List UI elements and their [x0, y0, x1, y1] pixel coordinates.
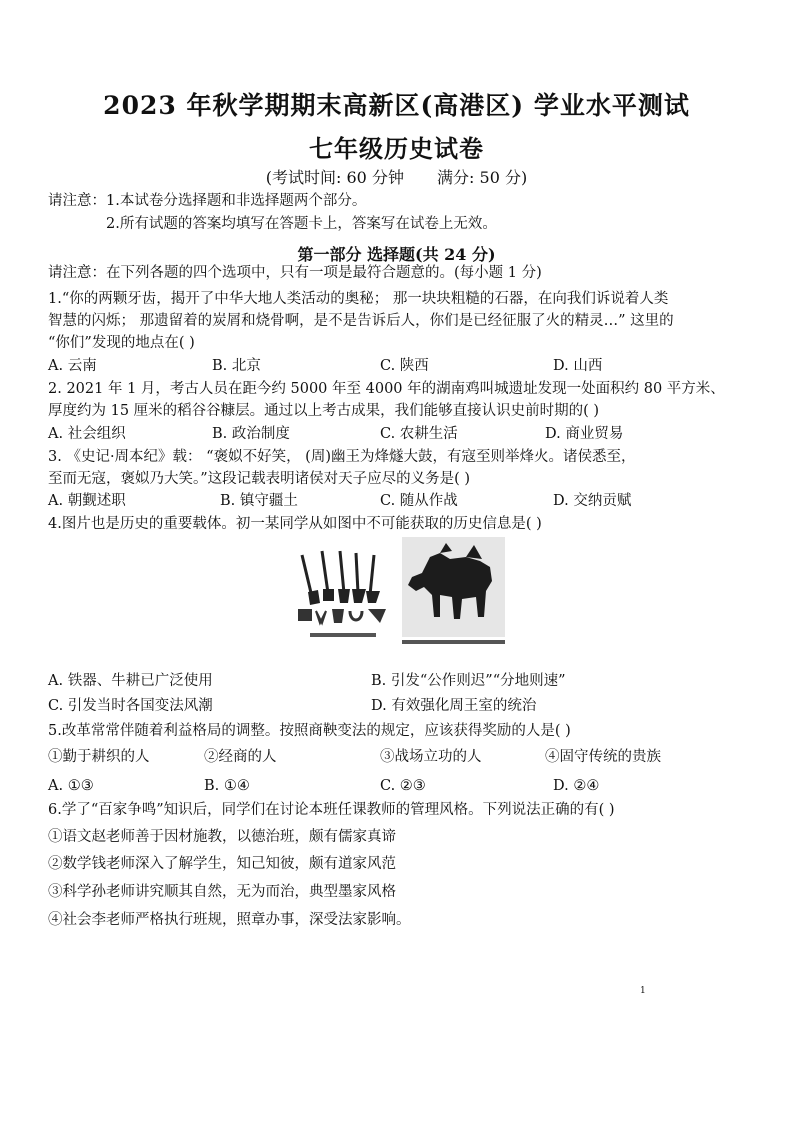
bronze-ox-image	[402, 537, 505, 644]
exam-time: (考试时间: 60 分钟	[265, 168, 404, 187]
q5-line-1: 5.改革常常伴随着利益格局的调整。按照商鞅变法的规定，应该获得奖励的人是( )	[48, 723, 571, 739]
section-title: 第一部分 选择题(共 24 分)	[297, 245, 496, 264]
exam-subtitle: 七年级历史试卷	[309, 134, 484, 163]
q4-figure	[290, 537, 505, 649]
q1-option-d[interactable]: D. 山西	[553, 358, 603, 374]
notice-line-1: 请注意：1.本试卷分选择题和非选择题两个部分。	[48, 193, 367, 209]
full-score: 满分: 50 分)	[437, 168, 528, 187]
q2-option-d[interactable]: D. 商业贸易	[545, 426, 624, 442]
q1-line-3: “你们”发现的地点在( )	[48, 335, 195, 351]
section-instruction: 请注意：在下列各题的四个选项中，只有一项是最符合题意的。(每小题 1 分)	[48, 265, 542, 281]
q5-option-b[interactable]: B. ①④	[204, 778, 250, 794]
q5-item-4: ④固守传统的贵族	[545, 749, 661, 765]
q4-option-a[interactable]: A. 铁器、牛耕已广泛使用	[48, 673, 213, 689]
q1-line-1: 1.“你的两颗牙齿，揭开了中华大地人类活动的奥秘； 那一块块粗糙的石器，在向我们诉说着人类	[48, 291, 669, 307]
q5-option-c[interactable]: C. ②③	[380, 778, 426, 794]
page-number: 1	[640, 986, 646, 996]
q6-line-2: ①语文赵老师善于因材施教，以德治班，颇有儒家真谛	[48, 829, 396, 845]
q3-option-c[interactable]: C. 随从作战	[380, 493, 458, 509]
q4-option-c[interactable]: C. 引发当时各国变法风潮	[48, 698, 213, 714]
q4-option-d[interactable]: D. 有效强化周王室的统治	[371, 698, 537, 714]
q1-option-a[interactable]: A. 云南	[48, 358, 97, 374]
q3-line-1: 3. 《史记·周本纪》载： “褒姒不好笑， (周)幽王为烽燧大鼓，有寇至则举烽火。诸侯悉至，	[48, 449, 636, 465]
q4-figure-svg	[290, 537, 505, 649]
q2-line-1: 2. 2021 年 1 月，考古人员在距今约 5000 年至 4000 年的湖南鸡叫城遗址发现一处面积约 80 平方米、	[48, 381, 725, 397]
q1-option-b[interactable]: B. 北京	[212, 358, 261, 374]
q4-line-1: 4.图片也是历史的重要载体。初一某同学从如图中不可能获取的历史信息是( )	[48, 516, 542, 532]
q6-line-4: ③科学孙老师讲究顺其自然，无为而治，典型墨家风格	[48, 884, 396, 900]
exam-title: 2023 年秋学期期末高新区(高港区) 学业水平测试	[103, 91, 690, 120]
q5-item-2: ②经商的人	[204, 749, 277, 765]
q4-option-b[interactable]: B. 引发“公作则迟”“分地则速”	[371, 673, 566, 689]
q5-option-d[interactable]: D. ②④	[553, 778, 600, 794]
q6-line-5: ④社会李老师严格执行班规，照章办事，深受法家影响。	[48, 912, 411, 928]
q3-option-b[interactable]: B. 镇守疆土	[220, 493, 298, 509]
q5-option-a[interactable]: A. ①③	[48, 778, 94, 794]
q5-item-1: ①勤于耕织的人	[48, 749, 150, 765]
q2-line-2: 厚度约为 15 厘米的稻谷谷糠层。通过以上考古成果，我们能够直接认识史前时期的( )	[48, 403, 600, 419]
q3-option-d[interactable]: D. 交纳贡赋	[553, 493, 632, 509]
q1-option-c[interactable]: C. 陕西	[380, 358, 429, 374]
q3-option-a[interactable]: A. 朝觐述职	[48, 493, 126, 509]
q6-line-1: 6.学了“百家争鸣”知识后，同学们在讨论本班任课教师的管理风格。下列说法正确的有( )	[48, 802, 615, 818]
q5-item-3: ③战场立功的人	[380, 749, 482, 765]
q2-option-c[interactable]: C. 农耕生活	[380, 426, 458, 442]
q2-option-a[interactable]: A. 社会组织	[48, 426, 126, 442]
q2-option-b[interactable]: B. 政治制度	[212, 426, 290, 442]
notice-line-2: 2.所有试题的答案均填写在答题卡上，答案写在试卷上无效。	[106, 216, 497, 232]
iron-tools-image	[290, 537, 400, 649]
q6-line-3: ②数学钱老师深入了解学生，知己知彼，颇有道家风范	[48, 856, 396, 872]
exam-meta	[0, 165, 793, 188]
q3-line-2: 至而无寇，褒姒乃大笑。”这段记载表明诸侯对天子应尽的义务是( )	[48, 471, 471, 487]
q1-line-2: 智慧的闪烁； 那遗留着的炭屑和烧骨啊，是不是告诉后人，你们是已经征服了火的精灵…” 这里的	[48, 313, 674, 329]
